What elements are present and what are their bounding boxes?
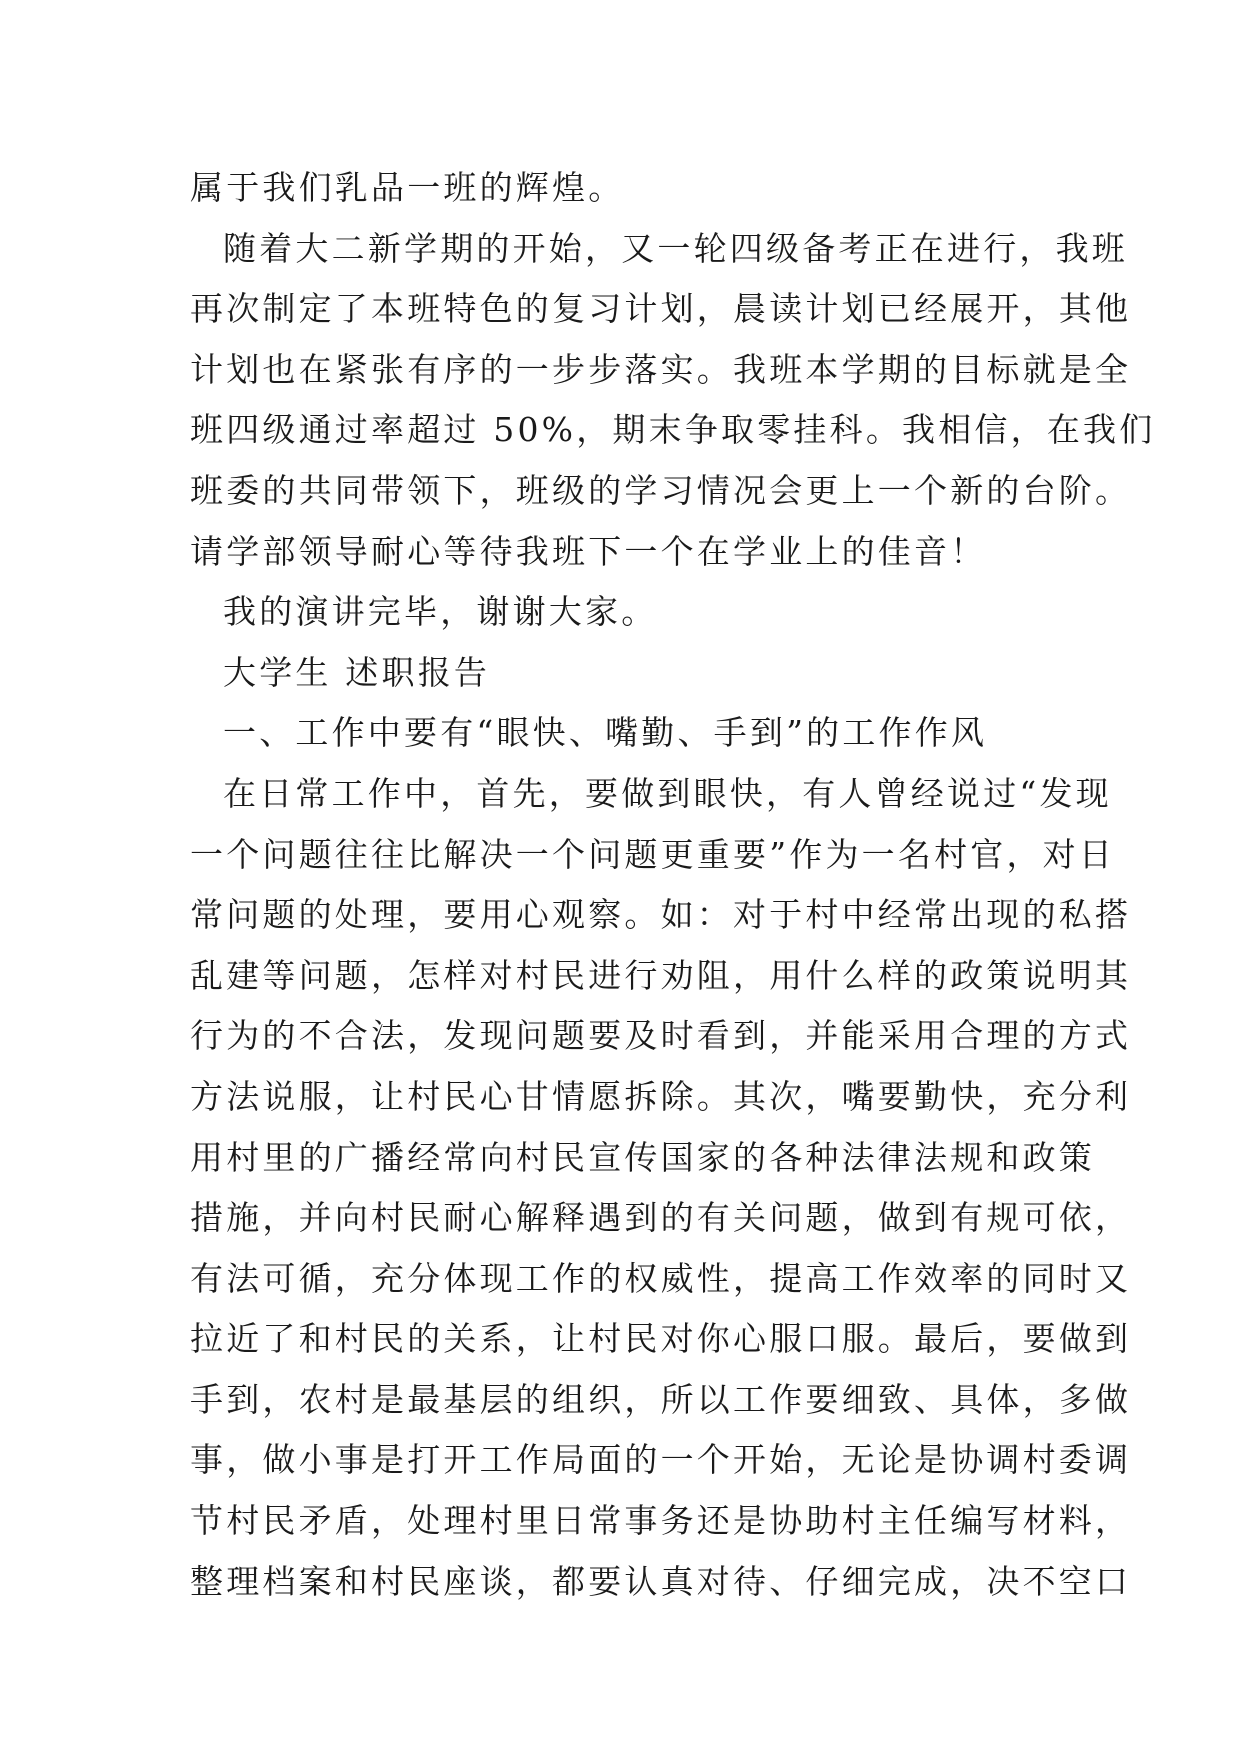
text-line: 常问题的处理，要用心观察。如：对于村中经常出现的私搭 (190, 895, 1132, 935)
text-line: 班四级通过率超过 50%，期末争取零挂科。我相信，在我们 (190, 410, 1156, 450)
text-line: 大学生 述职报告 (223, 652, 491, 692)
text-line: 计划也在紧张有序的一步步落实。我班本学期的目标就是全 (190, 349, 1132, 389)
text-line: 属于我们乳品一班的辉煌。 (190, 168, 625, 207)
document-body (190, 158, 1156, 1612)
text-line: 在日常工作中，首先，要做到眼快，有人曾经说过“发现 (223, 773, 1112, 813)
text-line: 乱建等问题，怎样对村民进行劝阻，用什么样的政策说明其 (190, 955, 1132, 995)
text-line: 再次制定了本班特色的复习计划，晨读计划已经展开，其他 (190, 289, 1132, 329)
text-line: 措施，并向村民耐心解释遇到的有关问题，做到有规可依， (190, 1198, 1132, 1238)
text-line: 整理档案和村民座谈，都要认真对待、仔细完成，决不空口 (190, 1561, 1132, 1601)
text-line: 一个问题往往比解决一个问题更重要”作为一名村官，对日 (190, 834, 1116, 874)
text-line: 我的演讲完毕，谢谢大家。 (223, 592, 658, 632)
text-line: 拉近了和村民的关系，让村民对你心服口服。最后，要做到 (190, 1319, 1132, 1359)
text-line: 手到，农村是最基层的组织，所以工作要细致、具体，多做 (190, 1379, 1132, 1419)
text-line: 节村民矛盾，处理村里日常事务还是协助村主任编写材料， (190, 1501, 1132, 1541)
text-line: 用村里的广播经常向村民宣传国家的各种法律法规和政策 (190, 1137, 1095, 1177)
text-line: 随着大二新学期的开始，又一轮四级备考正在进行，我班 (223, 228, 1128, 268)
text-line: 行为的不合法，发现问题要及时看到，并能采用合理的方式 (190, 1016, 1132, 1056)
text-line: 方法说服，让村民心甘情愿拆除。其次，嘴要勤快，充分利 (190, 1076, 1132, 1116)
text-line: 有法可循，充分体现工作的权威性，提高工作效率的同时又 (190, 1258, 1132, 1298)
text-line: 请学部领导耐心等待我班下一个在学业上的佳音！ (190, 531, 987, 571)
text-line: 事，做小事是打开工作局面的一个开始，无论是协调村委调 (190, 1440, 1132, 1480)
text-line: 班委的共同带领下，班级的学习情况会更上一个新的台阶。 (190, 470, 1132, 510)
text-line: 一、工作中要有“眼快、嘴勤、手到”的工作作风 (223, 713, 988, 753)
